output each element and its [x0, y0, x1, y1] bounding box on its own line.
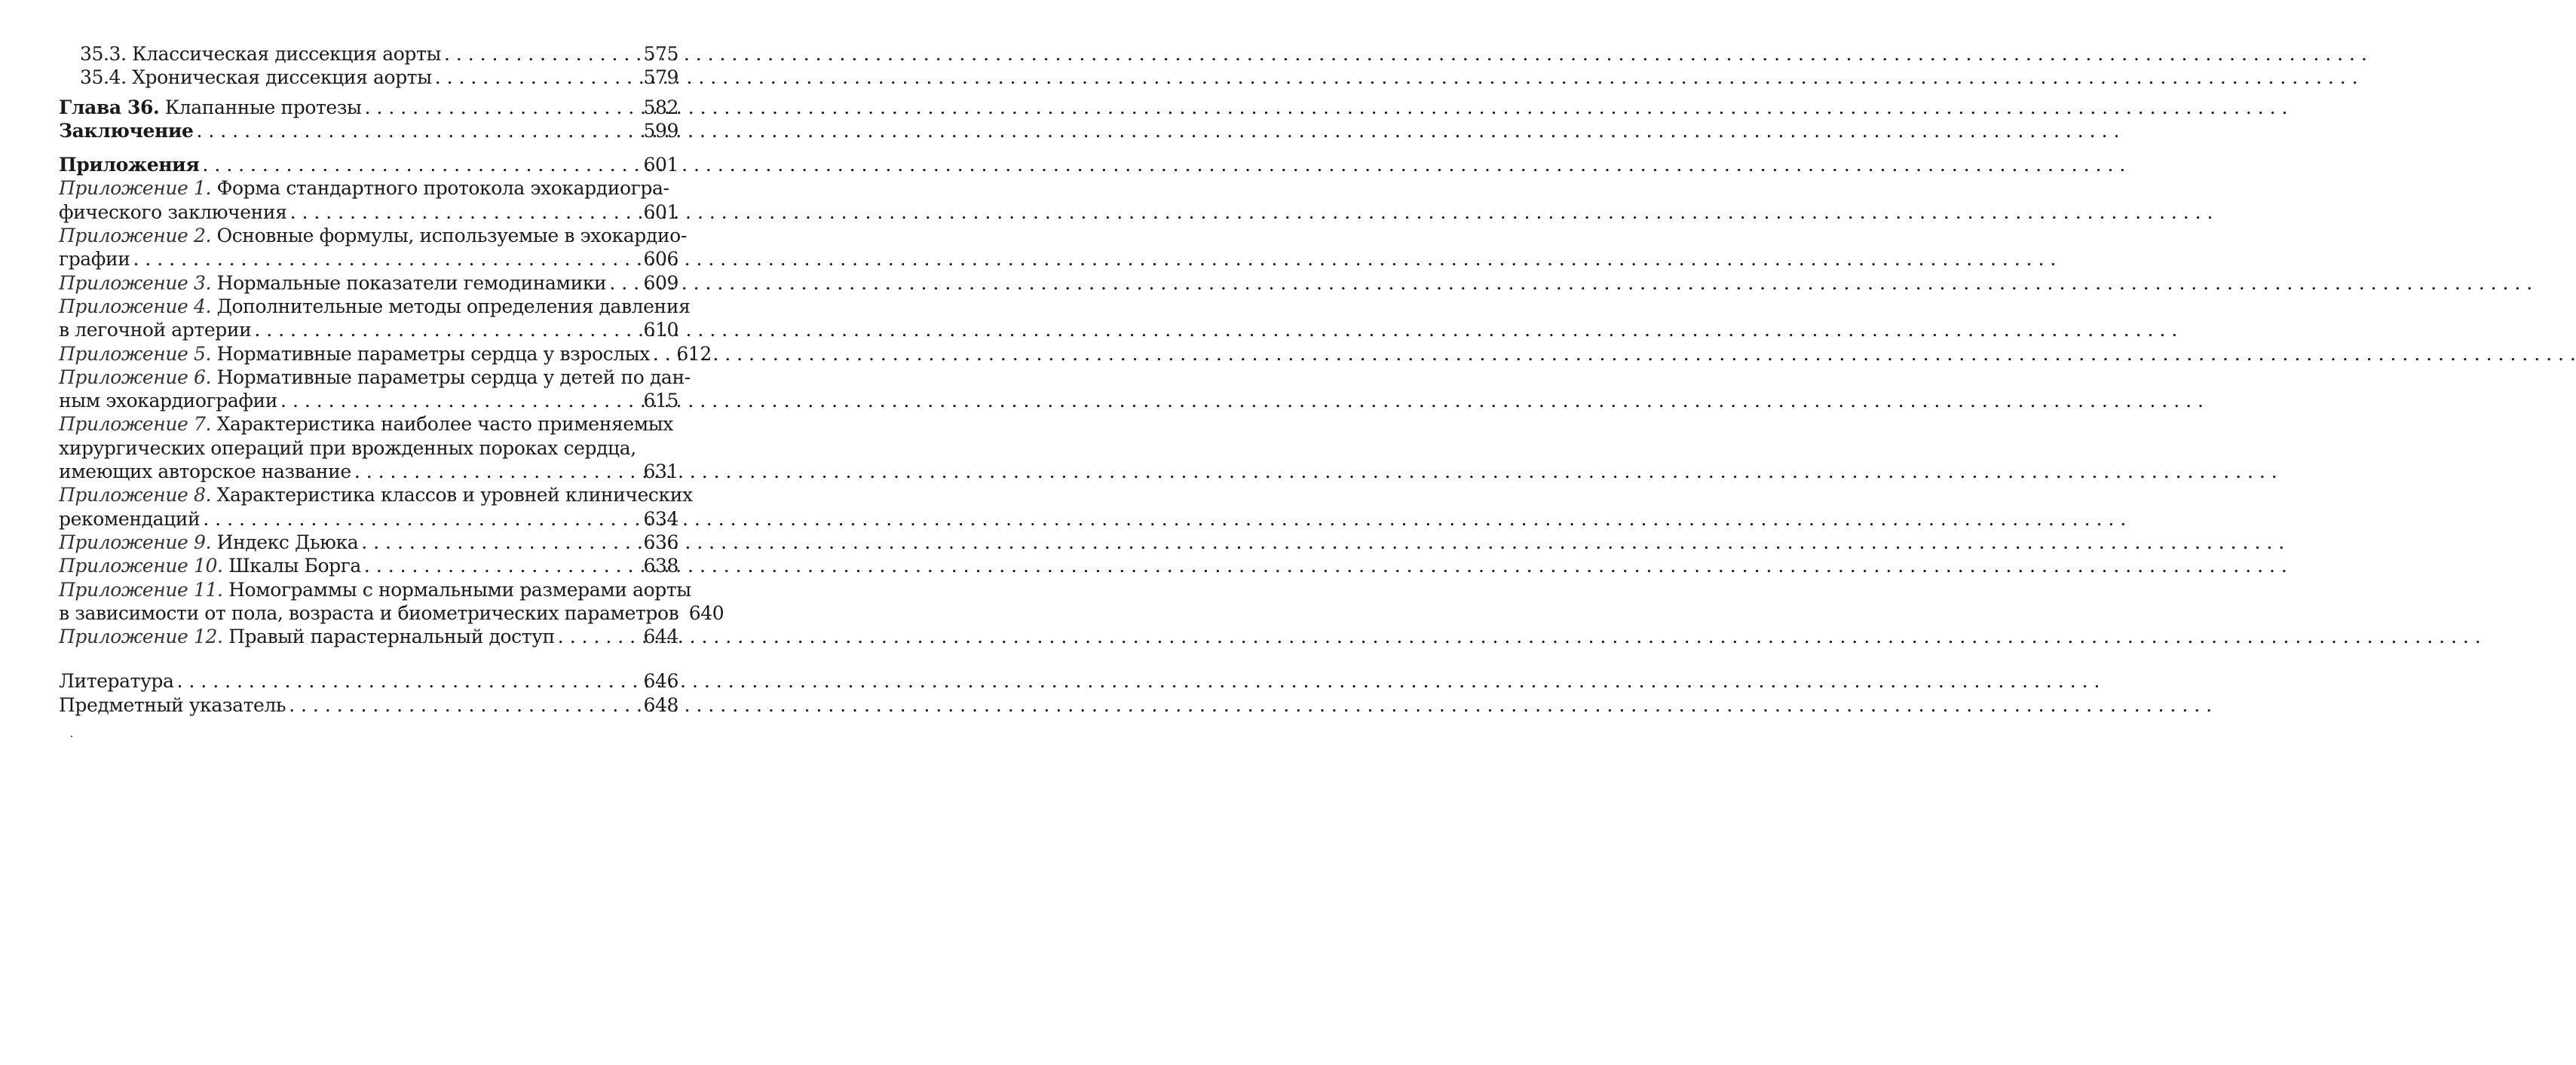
toc-entry-line: имеющих авторское название . . . 631 — [59, 460, 678, 483]
table-of-contents — [59, 42, 724, 717]
toc-entry-appendix-10: Приложение 10. Шкалы Борга . . . 638 — [59, 554, 678, 577]
leader-dots — [365, 96, 626, 119]
leader-dots — [289, 693, 626, 717]
toc-entry-line: Приложение 7. Характеристика наиболее часто применяемых — [59, 413, 673, 436]
appendix-label: Приложение 3. — [59, 271, 212, 294]
leader-dots — [133, 247, 626, 271]
leader-dots — [203, 507, 626, 531]
appendix-label: Приложение 2. — [59, 225, 212, 247]
toc-entry-line: Приложение 6. Нормативные параметры сердца у детей по дан- — [59, 366, 691, 388]
appendix-label: Приложение 12. — [59, 626, 223, 648]
toc-entry-appendix-8 — [59, 483, 693, 531]
toc-page-number: 615 — [643, 390, 678, 412]
toc-entry-conclusion — [59, 119, 678, 142]
toc-entry-line: ным эхокардиографии . . . 615 — [59, 389, 678, 412]
toc-entry-text: Приложения — [59, 154, 200, 176]
toc-entry-chapter-36 — [59, 96, 678, 119]
leader-dots — [361, 531, 626, 554]
toc-entry-text: Заключение — [59, 119, 194, 142]
toc-entry-appendix-1 — [59, 176, 678, 224]
appendix-label: Приложение 10. — [59, 555, 223, 577]
toc-entry-line: фического заключения . . . 601 — [59, 200, 678, 224]
leader-dots — [653, 342, 659, 366]
toc-page-number: 640 — [688, 601, 724, 624]
chapter-title: Клапанные протезы — [164, 96, 362, 118]
toc-entry-appendix-2 — [59, 224, 687, 271]
toc-entry-line: в легочной артерии . . . 610 — [59, 318, 678, 341]
appendix-label: Приложение 8. — [59, 484, 212, 506]
leader-dots — [364, 554, 626, 577]
toc-entry-appendix-7 — [59, 412, 678, 483]
toc-entry-text: 35.3. Классическая диссекция аорты — [80, 43, 441, 65]
toc-entry-35-3 — [59, 42, 678, 66]
toc-page-number: 575 — [643, 43, 678, 65]
leader-dots — [609, 271, 626, 295]
toc-page-number: 579 — [643, 66, 678, 89]
leader-dots — [254, 318, 626, 341]
toc-entry-subject-index — [59, 693, 678, 717]
leader-dots — [290, 200, 626, 224]
toc-entry-text: Литература — [59, 670, 174, 693]
toc-page-number: 612 — [676, 342, 712, 365]
leader-dots — [197, 119, 626, 142]
toc-entry-line: рекомендаций . . . 634 — [59, 507, 678, 531]
toc-entry-appendix-9: Приложение 9. Индекс Дьюка . . . 636 — [59, 531, 678, 554]
leader-dots — [202, 153, 626, 176]
toc-entry-line: хирургических операций при врожденных пороках сердца, — [59, 436, 636, 459]
appendix-label: Приложение 11. — [59, 578, 223, 601]
leader-dots — [435, 66, 626, 89]
toc-entry-line: Приложение 2. Основные формулы, используемые в эхокардио- — [59, 225, 687, 247]
appendix-label: Приложение 7. — [59, 413, 212, 436]
toc-page-number: 599 — [643, 119, 678, 142]
toc-entry-literature — [59, 669, 678, 693]
appendix-label: Приложение 9. — [59, 531, 212, 553]
leader-dots — [558, 625, 626, 648]
toc-entry-appendix-6 — [59, 366, 691, 413]
toc-entry-appendices — [59, 153, 678, 176]
toc-entry-35-4 — [59, 66, 678, 89]
leader-dots — [444, 42, 626, 66]
toc-page-number: 636 — [643, 531, 678, 553]
appendix-label: Приложение 6. — [59, 366, 212, 388]
toc-page-number: 646 — [643, 670, 678, 693]
toc-entry-text: Предметный указатель — [59, 693, 286, 716]
toc-entry-line: Приложение 11. Номограммы с нормальными размерами аорты — [59, 578, 691, 601]
chapter-label: Глава 36. — [59, 96, 160, 118]
appendix-label: Приложение 4. — [59, 295, 212, 317]
appendix-label: Приложение 5. — [59, 342, 212, 365]
toc-page-number: 644 — [643, 626, 678, 648]
toc-entry-text: 35.4. Хроническая диссекция аорты — [80, 66, 432, 89]
scan-speck — [71, 736, 72, 737]
toc-page-number: 631 — [643, 461, 678, 483]
toc-entry-line: Приложение 8. Характеристика классов и уровней клинических — [59, 484, 693, 506]
toc-entry-appendix-3: Приложение 3. Нормальные показатели гемодинамики . . . 609 — [59, 271, 678, 295]
toc-entry-appendix-11 — [59, 578, 724, 626]
toc-entry-text — [59, 96, 362, 119]
appendix-label: Приложение 1. — [59, 177, 212, 200]
toc-entry-line: Приложение 1. Форма стандартного протокола эхокардиогра- — [59, 177, 669, 200]
toc-entry-line: графии . . . 606 — [59, 247, 678, 271]
toc-page-number: 582 — [643, 96, 678, 118]
toc-entry-line: Приложение 4. Дополнительные методы определения давления — [59, 295, 691, 317]
toc-entry-appendix-4 — [59, 295, 691, 342]
leader-dots — [177, 669, 626, 693]
toc-page-number: 601 — [643, 154, 678, 176]
leader-dots — [280, 389, 626, 412]
toc-page-number: 610 — [643, 319, 678, 341]
toc-entry-line: в зависимости от пола, возраста и биометрических параметров 640 — [59, 601, 724, 624]
toc-page-number: 606 — [643, 248, 678, 271]
toc-page-number: 634 — [643, 507, 678, 530]
toc-page-number: 648 — [643, 693, 678, 716]
toc-entry-appendix-12: Приложение 12. Правый парастернальный доступ . . . 644 — [59, 625, 678, 648]
leader-dots — [354, 460, 626, 483]
toc-page-number: 609 — [643, 271, 678, 294]
toc-page-number: 601 — [643, 200, 678, 223]
toc-page-number: 638 — [643, 555, 678, 577]
toc-entry-appendix-5: Приложение 5. Нормативные параметры сердца у взрослых . . . 612 — [59, 342, 678, 366]
